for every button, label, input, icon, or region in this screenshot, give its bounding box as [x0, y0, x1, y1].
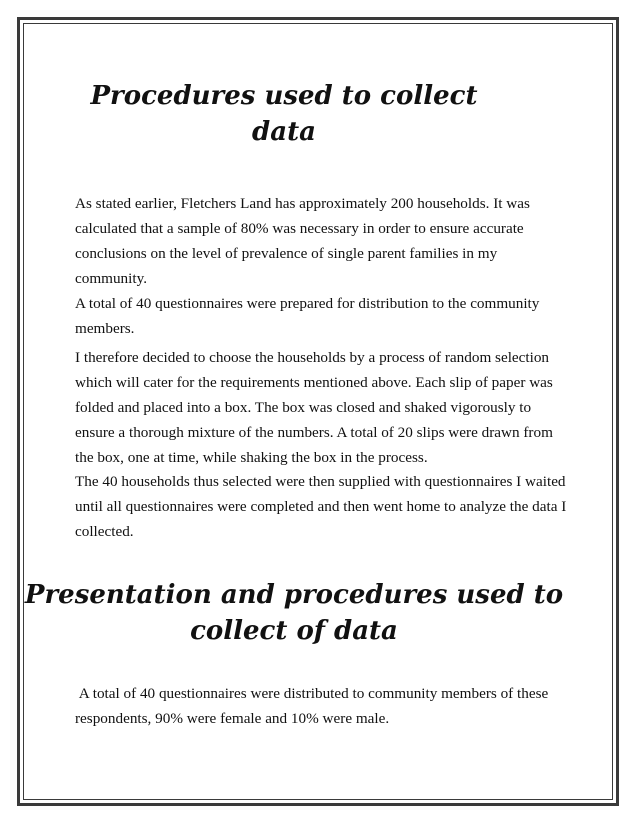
heading-line-1: Procedures used to collect [90, 81, 478, 111]
paragraph-sample-size: As stated earlier, Fletchers Land has approximately 200 households. It was calculated that a sample of 80% was necessary in order to ensure accurate conclusions on the level of prevalence of single parent families in my community. [75, 195, 530, 287]
paragraph-questionnaires-prepared: A total of 40 questionnaires were prepared for distribution to the community members. [75, 295, 540, 337]
section-heading-presentation [14, 577, 574, 649]
paragraph-respondents: A total of 40 questionnaires were distributed to community members of these respondents, 90% were female and 10% were male. [75, 685, 553, 727]
heading-line-1: Presentation and procedures used to [24, 580, 564, 610]
paragraph-random-selection: I therefore decided to choose the households by a process of random selection which will cater for the requirements mentioned above. Each slip of paper was folded and placed into a box. The box was closed and shaked vigorously to ensure a thorough mixture of the numbers. A total of 20 slips were drawn from the box, one at time, while shaking the box in the process. [75, 349, 553, 466]
heading-line-2: collect of data [190, 616, 398, 646]
heading-line-2: data [252, 117, 316, 147]
paragraph-households-selected: The 40 households thus selected were then supplied with questionnaires I waited until all questionnaires were completed and then went home to analyze the data I collected. [75, 473, 567, 540]
section-heading-procedures [14, 78, 554, 150]
